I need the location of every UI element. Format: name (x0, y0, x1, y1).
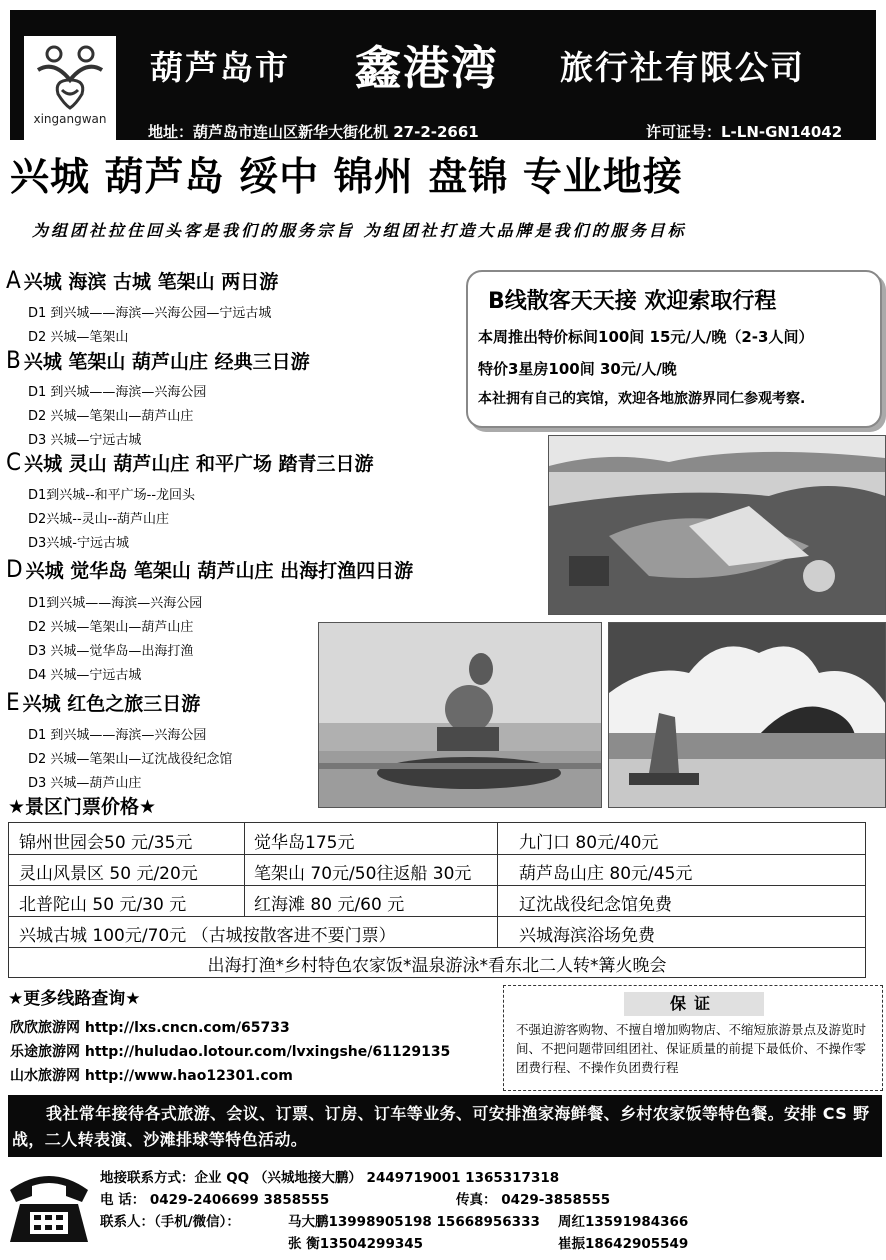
ticket-cell: 觉华岛175元 (254, 833, 355, 853)
route-a-day: D2 兴城—笔架山 (28, 330, 129, 345)
contact-person: 张 衡13504299345 (288, 1236, 424, 1252)
guarantee-box (503, 985, 883, 1091)
services-text: 我社常年接待各式旅游、会议、订票、订房、订车等业务、可安排渔家海鲜餐、乡村农家饭等特色餐。安排 CS 野战，二人转表演、沙滩排球等特色活动。 (12, 1104, 870, 1149)
contact-person: 周红13591984366 (558, 1214, 689, 1230)
b-line-hotel-note: 本社拥有自己的宾馆，欢迎各地旅游界同仁参观考察. (478, 391, 806, 407)
ticket-price-table (8, 822, 866, 978)
ticket-cell: 九门口 80元/40元 (519, 833, 659, 853)
website-url[interactable]: http://huludao.lotour.com/lvxingshe/61129135 (84, 1044, 451, 1060)
gourd-sculpture-photo (318, 622, 602, 808)
ticket-cell: 葫芦岛山庄 80元/45元 (519, 864, 693, 884)
b-line-offer: 本周推出特价标间100间 15元/人/晚（2-3人间） (478, 328, 814, 346)
website-name: 乐途旅游网 (10, 1044, 80, 1060)
route-b-day: D2 兴城—笔架山—葫芦山庄 (28, 409, 194, 424)
route-d-day: D3 兴城—觉华岛—出海打渔 (28, 644, 194, 659)
guarantee-title: 保证 (624, 992, 764, 1016)
b-line-title: B线散客天天接 欢迎索取行程 (488, 289, 777, 314)
headline: 兴城 葫芦岛 绥中 锦州 盘锦 专业地接 (10, 155, 683, 200)
b-line-promo-box (466, 270, 882, 428)
services-banner (8, 1095, 882, 1157)
b-line-offer: 特价3星房100间 30元/人/晚 (478, 360, 677, 378)
company-header (10, 10, 876, 140)
company-city: 葫芦岛市 (150, 48, 290, 87)
guarantee-text: 不强迫游客购物、不擅自增加购物店、不缩短旅游景点及游览时间、不把问题带回组团社、保证质量的前提下最低价、不操作零团费行程、不操作负团费行程 (516, 1022, 867, 1075)
ticket-cell: 辽沈战役纪念馆免费 (519, 895, 672, 915)
website-entry (10, 1041, 450, 1061)
ticket-prices-title: ★景区门票价格★ (8, 796, 157, 818)
logo-figures-icon (24, 36, 116, 114)
ticket-cell: 红海滩 80 元/60 元 (254, 895, 405, 915)
route-e-day: D1 到兴城——海滨—兴海公园 (28, 728, 207, 743)
route-c-day: D1到兴城--和平广场--龙回头 (28, 488, 196, 503)
route-c-day: D3兴城-宁远古城 (28, 536, 129, 551)
contact-person: 崔振18642905549 (558, 1236, 689, 1252)
route-b-day: D3 兴城—宁远古城 (28, 433, 142, 448)
website-url[interactable]: http://lxs.cncn.com/65733 (84, 1020, 290, 1036)
resort-aerial-photo (548, 435, 886, 615)
ticket-cell: 北普陀山 50 元/30 元 (19, 895, 187, 915)
route-e-day: D2 兴城—笔架山—辽沈战役纪念馆 (28, 752, 233, 767)
route-b-title: B 兴城 笔架山 葫芦山庄 经典三日游 (6, 346, 310, 374)
contact-person: 马大鹏13998905198 15668956333 (288, 1214, 540, 1230)
route-d-title: D 兴城 觉华岛 笔架山 葫芦山庄 出海打渔四日游 (6, 555, 414, 583)
more-routes-title: ★更多线路查询★ (8, 989, 141, 1009)
contact-telephone: 电 话： 0429-2406699 3858555 (100, 1192, 330, 1208)
route-d-day: D2 兴城—笔架山—葫芦山庄 (28, 620, 194, 635)
license-number: 许可证号：L-LN-GN14042 (646, 123, 843, 141)
company-logo (24, 36, 116, 140)
website-url[interactable]: http://www.hao12301.com (84, 1068, 293, 1084)
website-entry (10, 1065, 293, 1085)
route-c-title: C 兴城 灵山 葫芦山庄 和平广场 踏青三日游 (6, 448, 374, 476)
route-d-day: D4 兴城—宁远古城 (28, 668, 142, 683)
activities-row: 出海打渔*乡村特色农家饭*温泉游泳*看东北二人转*篝火晚会 (207, 956, 667, 976)
telephone-icon (6, 1168, 92, 1252)
route-e-day: D3 兴城—葫芦山庄 (28, 776, 142, 791)
ticket-cell: 锦州世园会50 元/35元 (19, 833, 193, 853)
company-suffix: 旅行社有限公司 (560, 48, 805, 87)
route-c-day: D2兴城--灵山--葫芦山庄 (28, 512, 170, 527)
website-name: 欣欣旅游网 (10, 1020, 80, 1036)
company-brand: 鑫港湾 (355, 41, 499, 95)
route-a-title: A 兴城 海滨 古城 笔架山 两日游 (6, 266, 279, 294)
route-d-day: D1到兴城——海滨—兴海公园 (28, 596, 203, 611)
slogan: 为组团社拉住回头客是我们的服务宗旨 为组团社打造大品牌是我们的服务目标 (32, 221, 687, 240)
logo-wordmark: xingangwan (33, 112, 107, 126)
route-a-day: D1 到兴城——海滨—兴海公园—宁远古城 (28, 306, 272, 321)
contact-person-label: 联系人：（手机/微信）： (100, 1214, 240, 1230)
route-e-title: E 兴城 红色之旅三日游 (6, 688, 201, 716)
ticket-cell: 兴城海滨浴场免费 (519, 926, 655, 946)
website-entry (10, 1017, 290, 1037)
ticket-cell: 笔架山 70元/50往返船 30元 (254, 864, 472, 884)
seaside-statue-photo (608, 622, 886, 808)
ticket-cell: 兴城古城 100元/70元 （古城按散客进不要门票） (19, 926, 396, 946)
website-name: 山水旅游网 (10, 1068, 80, 1084)
route-b-day: D1 到兴城——海滨—兴海公园 (28, 385, 207, 400)
contact-fax: 传真： 0429-3858555 (456, 1192, 611, 1208)
ticket-cell: 灵山风景区 50 元/20元 (19, 864, 198, 884)
company-address: 地址：葫芦岛市连山区新华大街化机 27-2-2661 (148, 123, 479, 141)
contact-qq: 地接联系方式：企业 QQ （兴城地接大鹏） 2449719001 1365317318 (100, 1170, 560, 1186)
